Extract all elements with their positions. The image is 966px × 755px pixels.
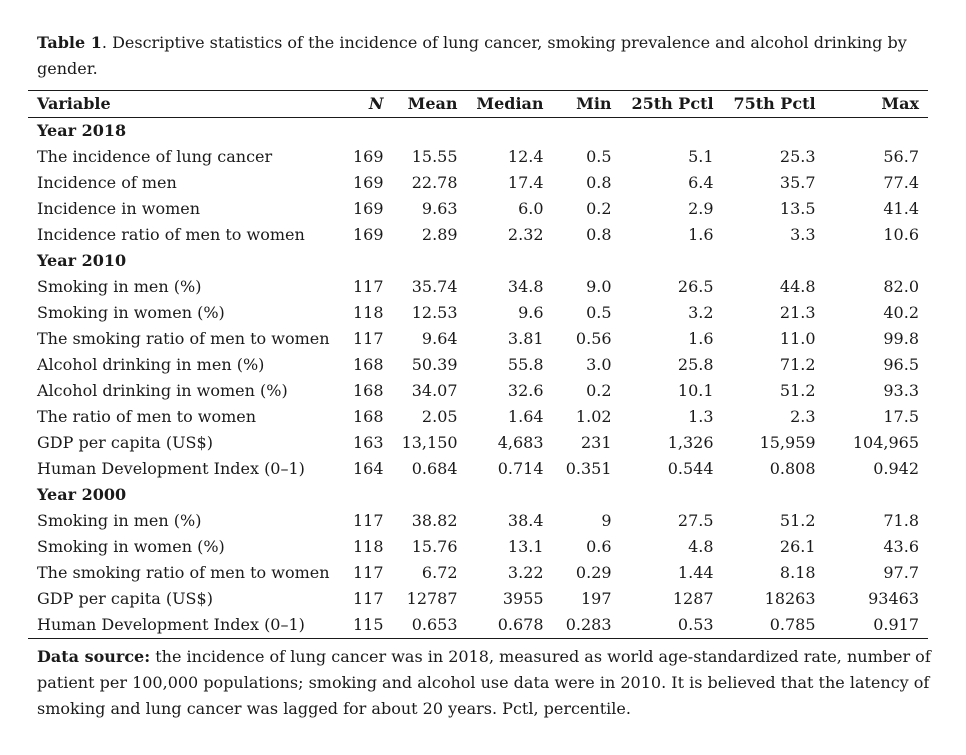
- cell-max: 43.6: [883, 537, 919, 556]
- cell-75th-pctl: 15,959: [759, 433, 816, 452]
- cell-75th-pctl: 51.2: [779, 511, 816, 530]
- table-row: [28, 508, 928, 534]
- cell-n: 169: [353, 225, 384, 244]
- cell-median: 0.678: [467, 612, 553, 639]
- cell-mean: 9.64: [421, 329, 458, 348]
- cell-n: 169: [353, 173, 384, 192]
- cell-variable: Smoking in women (%): [37, 537, 225, 556]
- header-row: [28, 91, 928, 118]
- caption-text: . Descriptive statistics of the incidence of lung cancer, smoking prevalence and alcohol drinking by gender.: [37, 33, 907, 78]
- header-25th-pctl: 25th Pctl: [621, 91, 723, 118]
- cell-variable: The ratio of men to women: [37, 407, 257, 426]
- cell-median: 3.22: [507, 563, 544, 582]
- cell-25th-pctl: 1,326: [667, 433, 714, 452]
- cell-median: 3.81: [507, 329, 544, 348]
- cell-min: 0.2: [586, 199, 612, 218]
- cell-variable: The smoking ratio of men to women: [37, 329, 330, 348]
- cell-median: 3955: [502, 589, 544, 608]
- cell-75th-pctl: 21.3: [779, 303, 816, 322]
- cell-max: 96.5: [883, 355, 919, 374]
- cell-min: 1.02: [575, 407, 612, 426]
- cell-n: 115: [339, 612, 393, 639]
- cell-median: 12.4: [507, 147, 544, 166]
- cell-mean: 2.89: [421, 225, 458, 244]
- cell-n: 169: [353, 199, 384, 218]
- table-body: [28, 118, 928, 639]
- header-75th-pctl: 75th Pctl: [723, 91, 825, 118]
- cell-n: 164: [353, 459, 384, 478]
- cell-mean: 50.39: [411, 355, 458, 374]
- cell-n: 117: [353, 511, 384, 530]
- cell-25th-pctl: 27.5: [677, 511, 714, 530]
- cell-median: 13.1: [507, 537, 544, 556]
- cell-25th-pctl: 25.8: [677, 355, 714, 374]
- cell-min: 197: [581, 589, 612, 608]
- cell-25th-pctl: 1.6: [688, 225, 714, 244]
- cell-max: 56.7: [883, 147, 919, 166]
- cell-min: 0.5: [586, 303, 612, 322]
- cell-min: 0.6: [586, 537, 612, 556]
- cell-min: 0.29: [575, 563, 612, 582]
- cell-75th-pctl: 35.7: [779, 173, 816, 192]
- cell-variable: Incidence in women: [37, 199, 201, 218]
- table-row: [28, 144, 928, 170]
- cell-25th-pctl: 3.2: [688, 303, 714, 322]
- cell-75th-pctl: 13.5: [779, 199, 816, 218]
- cell-variable: Incidence ratio of men to women: [37, 225, 305, 244]
- section-title: Year 2018: [37, 121, 127, 140]
- table-row: [28, 326, 928, 352]
- cell-mean: 12787: [406, 589, 458, 608]
- section-row: [28, 248, 928, 274]
- header-mean: Mean: [393, 91, 467, 118]
- table-row: [28, 170, 928, 196]
- cell-25th-pctl: 1287: [672, 589, 714, 608]
- cell-25th-pctl: 0.544: [667, 459, 714, 478]
- cell-n: 168: [353, 355, 384, 374]
- table-row: [28, 430, 928, 456]
- cell-max: 93463: [868, 589, 919, 608]
- cell-max: 97.7: [883, 563, 919, 582]
- cell-n: 168: [353, 407, 384, 426]
- cell-max: 82.0: [883, 277, 919, 296]
- cell-min: 0.8: [586, 173, 612, 192]
- table-row: [28, 274, 928, 300]
- cell-min: 3.0: [586, 355, 612, 374]
- cell-25th-pctl: 26.5: [677, 277, 714, 296]
- cell-max: 17.5: [883, 407, 919, 426]
- cell-mean: 38.82: [411, 511, 458, 530]
- header-min: Min: [553, 91, 621, 118]
- cell-n: 117: [353, 589, 384, 608]
- section-title: Year 2010: [37, 251, 127, 270]
- cell-variable: Alcohol drinking in women (%): [37, 381, 288, 400]
- cell-max: 99.8: [883, 329, 919, 348]
- cell-median: 55.8: [507, 355, 544, 374]
- cell-max: 71.8: [883, 511, 919, 530]
- table-row: [28, 456, 928, 482]
- cell-75th-pctl: 44.8: [779, 277, 816, 296]
- cell-n: 118: [353, 303, 384, 322]
- cell-75th-pctl: 25.3: [779, 147, 816, 166]
- cell-25th-pctl: 10.1: [677, 381, 714, 400]
- cell-mean: 15.55: [411, 147, 458, 166]
- cell-min: 0.351: [565, 459, 612, 478]
- cell-min: 0.56: [575, 329, 612, 348]
- cell-median: 4,683: [497, 433, 544, 452]
- cell-n: 118: [353, 537, 384, 556]
- cell-max: 77.4: [883, 173, 919, 192]
- header-median: Median: [467, 91, 553, 118]
- cell-min: 0.2: [586, 381, 612, 400]
- cell-75th-pctl: 2.3: [790, 407, 816, 426]
- cell-n: 117: [353, 277, 384, 296]
- cell-n: 117: [353, 329, 384, 348]
- cell-mean: 13,150: [401, 433, 458, 452]
- cell-mean: 6.72: [421, 563, 458, 582]
- cell-25th-pctl: 1.6: [688, 329, 714, 348]
- cell-median: 34.8: [507, 277, 544, 296]
- note-text: the incidence of lung cancer was in 2018, measured as world age-standardized rate, number of patient per 100,000 populations; smoking and alcohol use data were in 2010. It is believed that the latency of smoking and lung cancer was lagged for about 20 years. Pctl, percentile.: [37, 647, 931, 718]
- cell-mean: 0.684: [411, 459, 458, 478]
- cell-max: 0.942: [873, 459, 919, 478]
- cell-variable: Human Development Index (0–1): [28, 612, 339, 639]
- table-note: [37, 644, 932, 722]
- descriptive-statistics-table: [28, 90, 928, 639]
- cell-variable: Smoking in men (%): [37, 277, 202, 296]
- cell-mean: 9.63: [421, 199, 458, 218]
- cell-25th-pctl: 1.44: [677, 563, 714, 582]
- cell-median: 17.4: [507, 173, 544, 192]
- section-title: Year 2000: [37, 485, 127, 504]
- cell-75th-pctl: 0.808: [769, 459, 816, 478]
- cell-max: 41.4: [883, 199, 919, 218]
- cell-25th-pctl: 6.4: [688, 173, 714, 192]
- cell-median: 0.714: [497, 459, 544, 478]
- cell-median: 2.32: [507, 225, 544, 244]
- cell-25th-pctl: 0.53: [621, 612, 723, 639]
- table-label: Table 1: [37, 33, 102, 52]
- cell-n: 163: [353, 433, 384, 452]
- table-row: [28, 222, 928, 248]
- table-row: [28, 404, 928, 430]
- cell-min: 9.0: [586, 277, 612, 296]
- cell-variable: Smoking in women (%): [37, 303, 225, 322]
- cell-median: 6.0: [518, 199, 544, 218]
- cell-75th-pctl: 71.2: [779, 355, 816, 374]
- cell-mean: 2.05: [421, 407, 458, 426]
- cell-n: 169: [353, 147, 384, 166]
- table-header: [28, 91, 928, 118]
- section-row: [28, 118, 928, 145]
- cell-variable: Incidence of men: [37, 173, 177, 192]
- cell-variable: Human Development Index (0–1): [37, 459, 305, 478]
- cell-median: 1.64: [507, 407, 544, 426]
- cell-variable: The smoking ratio of men to women: [37, 563, 330, 582]
- cell-75th-pctl: 26.1: [779, 537, 816, 556]
- header-n: N: [339, 91, 393, 118]
- cell-25th-pctl: 1.3: [688, 407, 714, 426]
- cell-max: 10.6: [883, 225, 919, 244]
- cell-min: 231: [581, 433, 612, 452]
- cell-25th-pctl: 4.8: [688, 537, 714, 556]
- cell-min: 0.283: [553, 612, 621, 639]
- header-variable: Variable: [28, 91, 339, 118]
- cell-75th-pctl: 11.0: [779, 329, 816, 348]
- table-row: [28, 196, 928, 222]
- cell-75th-pctl: 3.3: [790, 225, 816, 244]
- cell-75th-pctl: 18263: [764, 589, 816, 608]
- cell-variable: Alcohol drinking in men (%): [37, 355, 265, 374]
- table-row: [28, 352, 928, 378]
- table-row: [28, 300, 928, 326]
- cell-max: 0.917: [825, 612, 928, 639]
- cell-max: 40.2: [883, 303, 919, 322]
- table-row: [28, 534, 928, 560]
- cell-min: 0.5: [586, 147, 612, 166]
- cell-variable: Smoking in men (%): [37, 511, 202, 530]
- cell-variable: The incidence of lung cancer: [37, 147, 273, 166]
- cell-mean: 0.653: [393, 612, 467, 639]
- cell-median: 38.4: [507, 511, 544, 530]
- cell-mean: 22.78: [411, 173, 458, 192]
- cell-75th-pctl: 0.785: [723, 612, 825, 639]
- cell-min: 0.8: [586, 225, 612, 244]
- cell-variable: GDP per capita (US$): [37, 589, 213, 608]
- cell-mean: 34.07: [411, 381, 458, 400]
- header-max: Max: [825, 91, 928, 118]
- cell-75th-pctl: 51.2: [779, 381, 816, 400]
- cell-median: 9.6: [518, 303, 544, 322]
- table-row: [28, 378, 928, 404]
- table-row: [28, 560, 928, 586]
- note-label: Data source:: [37, 647, 151, 666]
- section-row: [28, 482, 928, 508]
- cell-min: 9: [601, 511, 612, 530]
- cell-mean: 35.74: [411, 277, 458, 296]
- table-row: [28, 586, 928, 612]
- cell-max: 93.3: [883, 381, 919, 400]
- table-caption: [37, 30, 932, 82]
- cell-n: 168: [353, 381, 384, 400]
- cell-n: 117: [353, 563, 384, 582]
- cell-mean: 15.76: [411, 537, 458, 556]
- cell-25th-pctl: 5.1: [688, 147, 714, 166]
- table-row: [28, 612, 928, 639]
- cell-mean: 12.53: [411, 303, 458, 322]
- cell-variable: GDP per capita (US$): [37, 433, 213, 452]
- cell-median: 32.6: [507, 381, 544, 400]
- cell-max: 104,965: [852, 433, 919, 452]
- cell-25th-pctl: 2.9: [688, 199, 714, 218]
- cell-75th-pctl: 8.18: [779, 563, 816, 582]
